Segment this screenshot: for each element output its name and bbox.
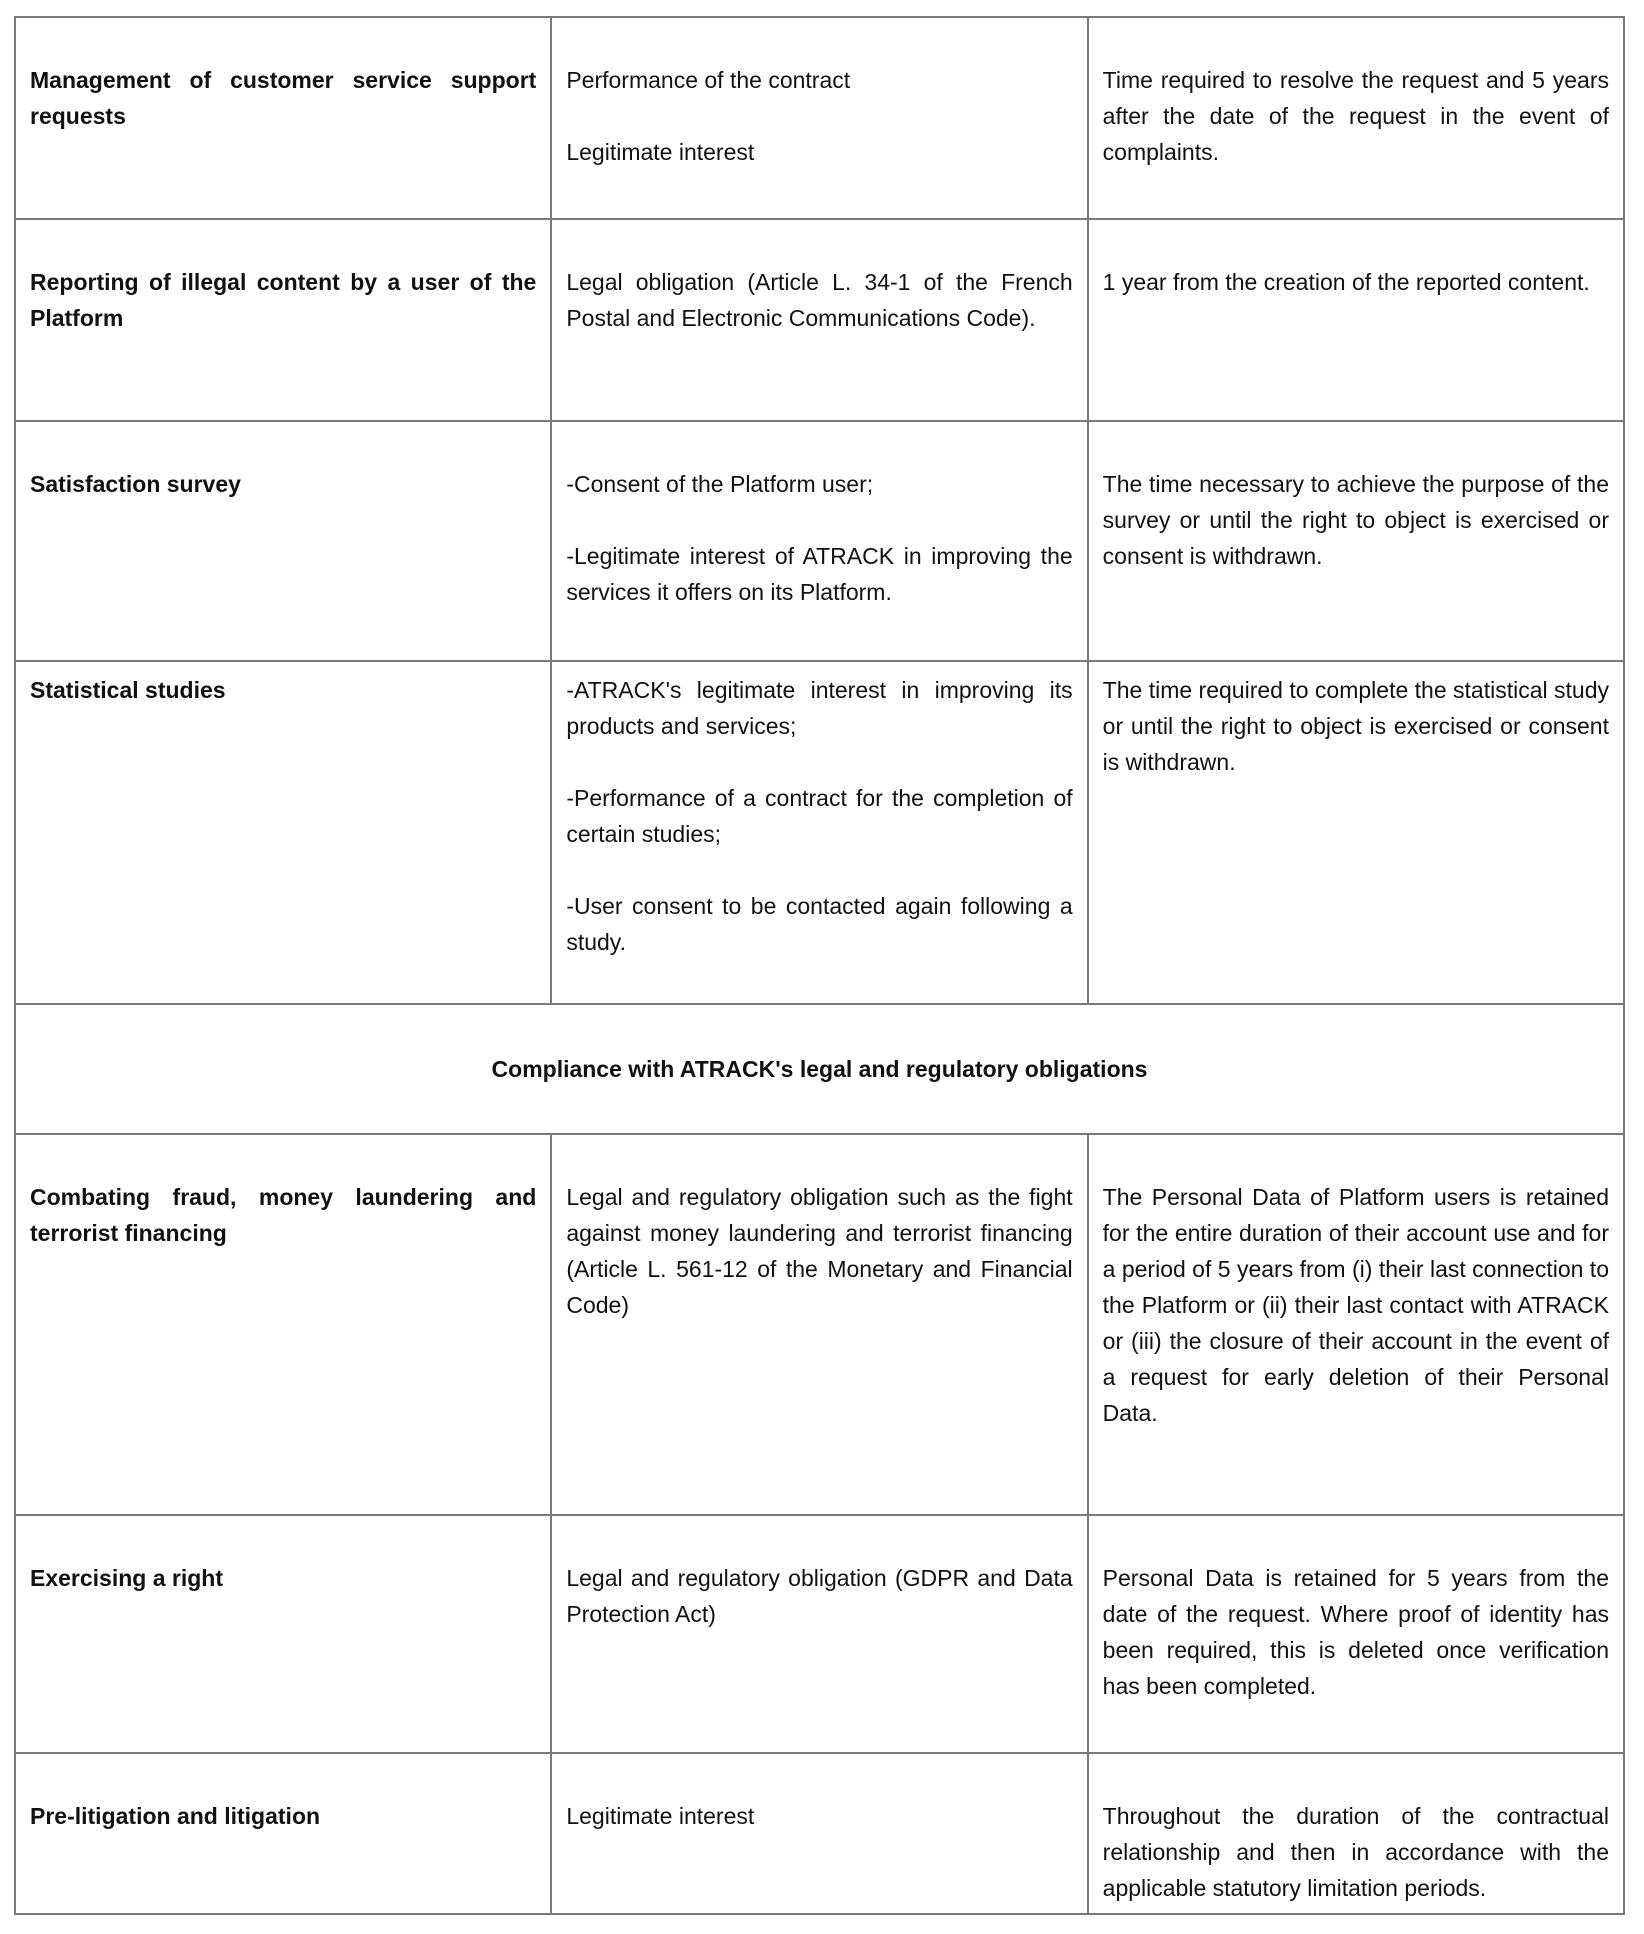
retention-cell xyxy=(1088,1515,1624,1753)
legal-basis-cell xyxy=(551,17,1087,219)
retention-text: Time required to resolve the request and 5 years after the date of the request in the event of complaints. xyxy=(1102,67,1609,165)
table-row xyxy=(15,1134,1624,1515)
purpose-text: Combating fraud, money laundering and terrorist financing xyxy=(30,1184,537,1246)
retention-text: The Personal Data of Platform users is retained for the entire duration of their account use and for a period of 5 years from (i) their last connection to the Platform or (ii) their last contact with ATRACK or (iii) the closure of their account in the event of a request for early deletion of their Personal Data. xyxy=(1102,1184,1609,1426)
section-header: Compliance with ATRACK's legal and regulatory obligations xyxy=(15,1004,1624,1134)
legal-basis-text: Legal and regulatory obligation (GDPR and Data Protection Act) xyxy=(566,1565,1073,1627)
legal-basis-cell xyxy=(551,1134,1087,1515)
legal-basis-text: -Performance of a contract for the completion of certain studies; xyxy=(566,785,1073,847)
retention-cell xyxy=(1088,421,1624,661)
legal-basis-text: Performance of the contract xyxy=(566,67,851,93)
table-row xyxy=(15,17,1624,219)
purpose-cell xyxy=(15,1134,551,1515)
legal-basis-text: -Legitimate interest of ATRACK in improving the services it offers on its Platform. xyxy=(566,543,1073,605)
purpose-text: Management of customer service support requests xyxy=(30,67,537,129)
purpose-cell xyxy=(15,661,551,1004)
legal-basis-text: Legitimate interest xyxy=(566,139,755,165)
retention-cell xyxy=(1088,17,1624,219)
retention-cell xyxy=(1088,219,1624,421)
retention-cell xyxy=(1088,1134,1624,1515)
purpose-cell xyxy=(15,1753,551,1914)
section-header-row xyxy=(15,1004,1624,1134)
retention-cell xyxy=(1088,1753,1624,1914)
legal-basis-cell xyxy=(551,421,1087,661)
retention-cell xyxy=(1088,661,1624,1004)
purpose-cell xyxy=(15,17,551,219)
table-row xyxy=(15,661,1624,1004)
table-row xyxy=(15,421,1624,661)
purpose-text: Statistical studies xyxy=(30,677,226,703)
legal-basis-cell xyxy=(551,1753,1087,1914)
table-row xyxy=(15,1515,1624,1753)
legal-basis-text: Legitimate interest xyxy=(566,1803,755,1829)
table-row xyxy=(15,1753,1624,1914)
purpose-cell xyxy=(15,1515,551,1753)
legal-basis-text: Legal and regulatory obligation such as the fight against money laundering and terrorist financing (Article L. 561-12 of the Monetary and Financial Code) xyxy=(566,1184,1073,1318)
retention-table xyxy=(14,16,1625,1915)
legal-basis-text: Legal obligation (Article L. 34-1 of the French Postal and Electronic Communications Code). xyxy=(566,269,1073,331)
legal-basis-text: -Consent of the Platform user; xyxy=(566,471,874,497)
retention-text: Throughout the duration of the contractual relationship and then in accordance with the applicable statutory limitation periods. xyxy=(1102,1803,1609,1901)
legal-basis-text: -User consent to be contacted again following a study. xyxy=(566,893,1073,955)
purpose-text: Reporting of illegal content by a user of the Platform xyxy=(30,269,537,331)
purpose-text: Exercising a right xyxy=(30,1565,224,1591)
table-row xyxy=(15,219,1624,421)
purpose-text: Satisfaction survey xyxy=(30,471,241,497)
purpose-text: Pre-litigation and litigation xyxy=(30,1803,321,1829)
retention-text: Personal Data is retained for 5 years from the date of the request. Where proof of identity has been required, this is deleted once verification has been completed. xyxy=(1102,1565,1609,1699)
retention-text: The time required to complete the statistical study or until the right to object is exercised or consent is withdrawn. xyxy=(1102,677,1609,775)
retention-text: 1 year from the creation of the reported content. xyxy=(1102,269,1590,295)
legal-basis-cell xyxy=(551,661,1087,1004)
legal-basis-cell xyxy=(551,219,1087,421)
purpose-cell xyxy=(15,421,551,661)
legal-basis-cell xyxy=(551,1515,1087,1753)
legal-basis-text: -ATRACK's legitimate interest in improving its products and services; xyxy=(566,677,1073,739)
retention-text: The time necessary to achieve the purpose of the survey or until the right to object is exercised or consent is withdrawn. xyxy=(1102,471,1609,569)
purpose-cell xyxy=(15,219,551,421)
